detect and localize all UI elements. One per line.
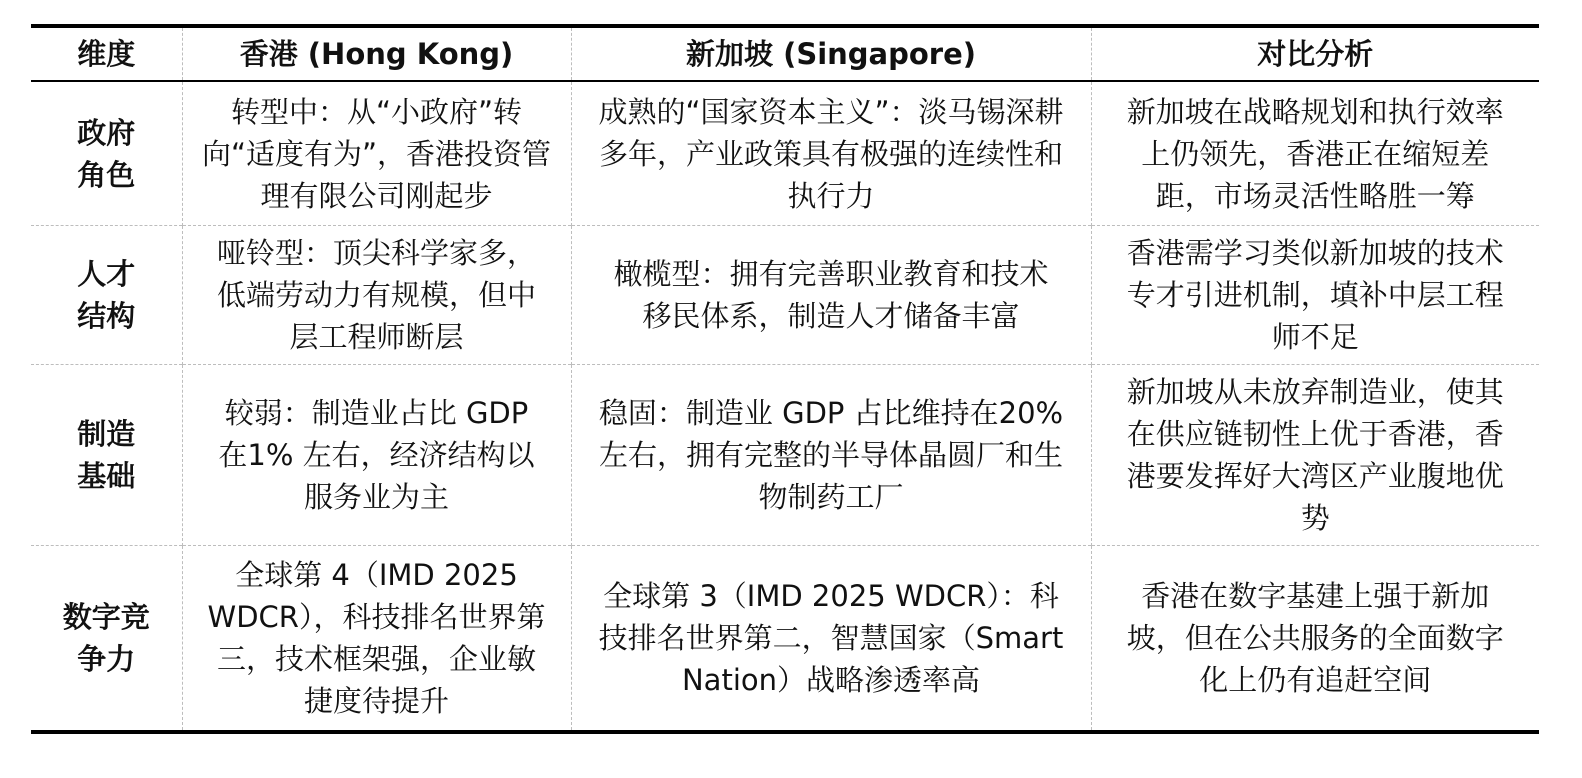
row-dimension-cell: 政府角色 (31, 81, 182, 226)
singapore-cell: 全球第 3（IMD 2025 WDCR）：科技排名世界第二，智慧国家（Smart Nation）战略渗透率高 (571, 546, 1091, 733)
singapore-cell: 橄榄型：拥有完善职业教育和技术移民体系，制造人才储备丰富 (571, 226, 1091, 365)
analysis-cell: 新加坡在战略规划和执行效率上仍领先，香港正在缩短差距，市场灵活性略胜一筹 (1091, 81, 1539, 226)
row-dimension-cell: 人才结构 (31, 226, 182, 365)
table-row (31, 365, 1539, 546)
singapore-cell: 稳固：制造业 GDP 占比维持在20%左右，拥有完整的半导体晶圆厂和生物制药工厂 (571, 365, 1091, 546)
singapore-cell: 成熟的“国家资本主义”：淡马锡深耕多年，产业政策具有极强的连续性和执行力 (571, 81, 1091, 226)
table-row (31, 226, 1539, 365)
row-dimension-cell: 数字竞争力 (31, 546, 182, 733)
analysis-cell: 香港在数字基建上强于新加坡，但在公共服务的全面数字化上仍有追赶空间 (1091, 546, 1539, 733)
comparison-table-container (31, 24, 1539, 734)
hong-kong-cell: 较弱：制造业占比 GDP 在1% 左右，经济结构以服务业为主 (182, 365, 571, 546)
analysis-cell: 新加坡从未放弃制造业，使其在供应链韧性上优于香港，香港要发挥好大湾区产业腹地优势 (1091, 365, 1539, 546)
header-singapore: 新加坡 (Singapore) (571, 26, 1091, 81)
table-row (31, 81, 1539, 226)
hong-kong-cell: 哑铃型：顶尖科学家多，低端劳动力有规模，但中层工程师断层 (182, 226, 571, 365)
header-dimension: 维度 (31, 26, 182, 81)
row-dimension-cell: 制造基础 (31, 365, 182, 546)
header-hong-kong: 香港 (Hong Kong) (182, 26, 571, 81)
header-row (31, 26, 1539, 81)
hong-kong-cell: 转型中：从“小政府”转向“适度有为”，香港投资管理有限公司刚起步 (182, 81, 571, 226)
table-row (31, 546, 1539, 733)
header-analysis: 对比分析 (1091, 26, 1539, 81)
hong-kong-cell: 全球第 4（IMD 2025 WDCR），科技排名世界第三，技术框架强，企业敏捷度待提升 (182, 546, 571, 733)
analysis-cell: 香港需学习类似新加坡的技术专才引进机制，填补中层工程师不足 (1091, 226, 1539, 365)
comparison-table (31, 24, 1539, 734)
